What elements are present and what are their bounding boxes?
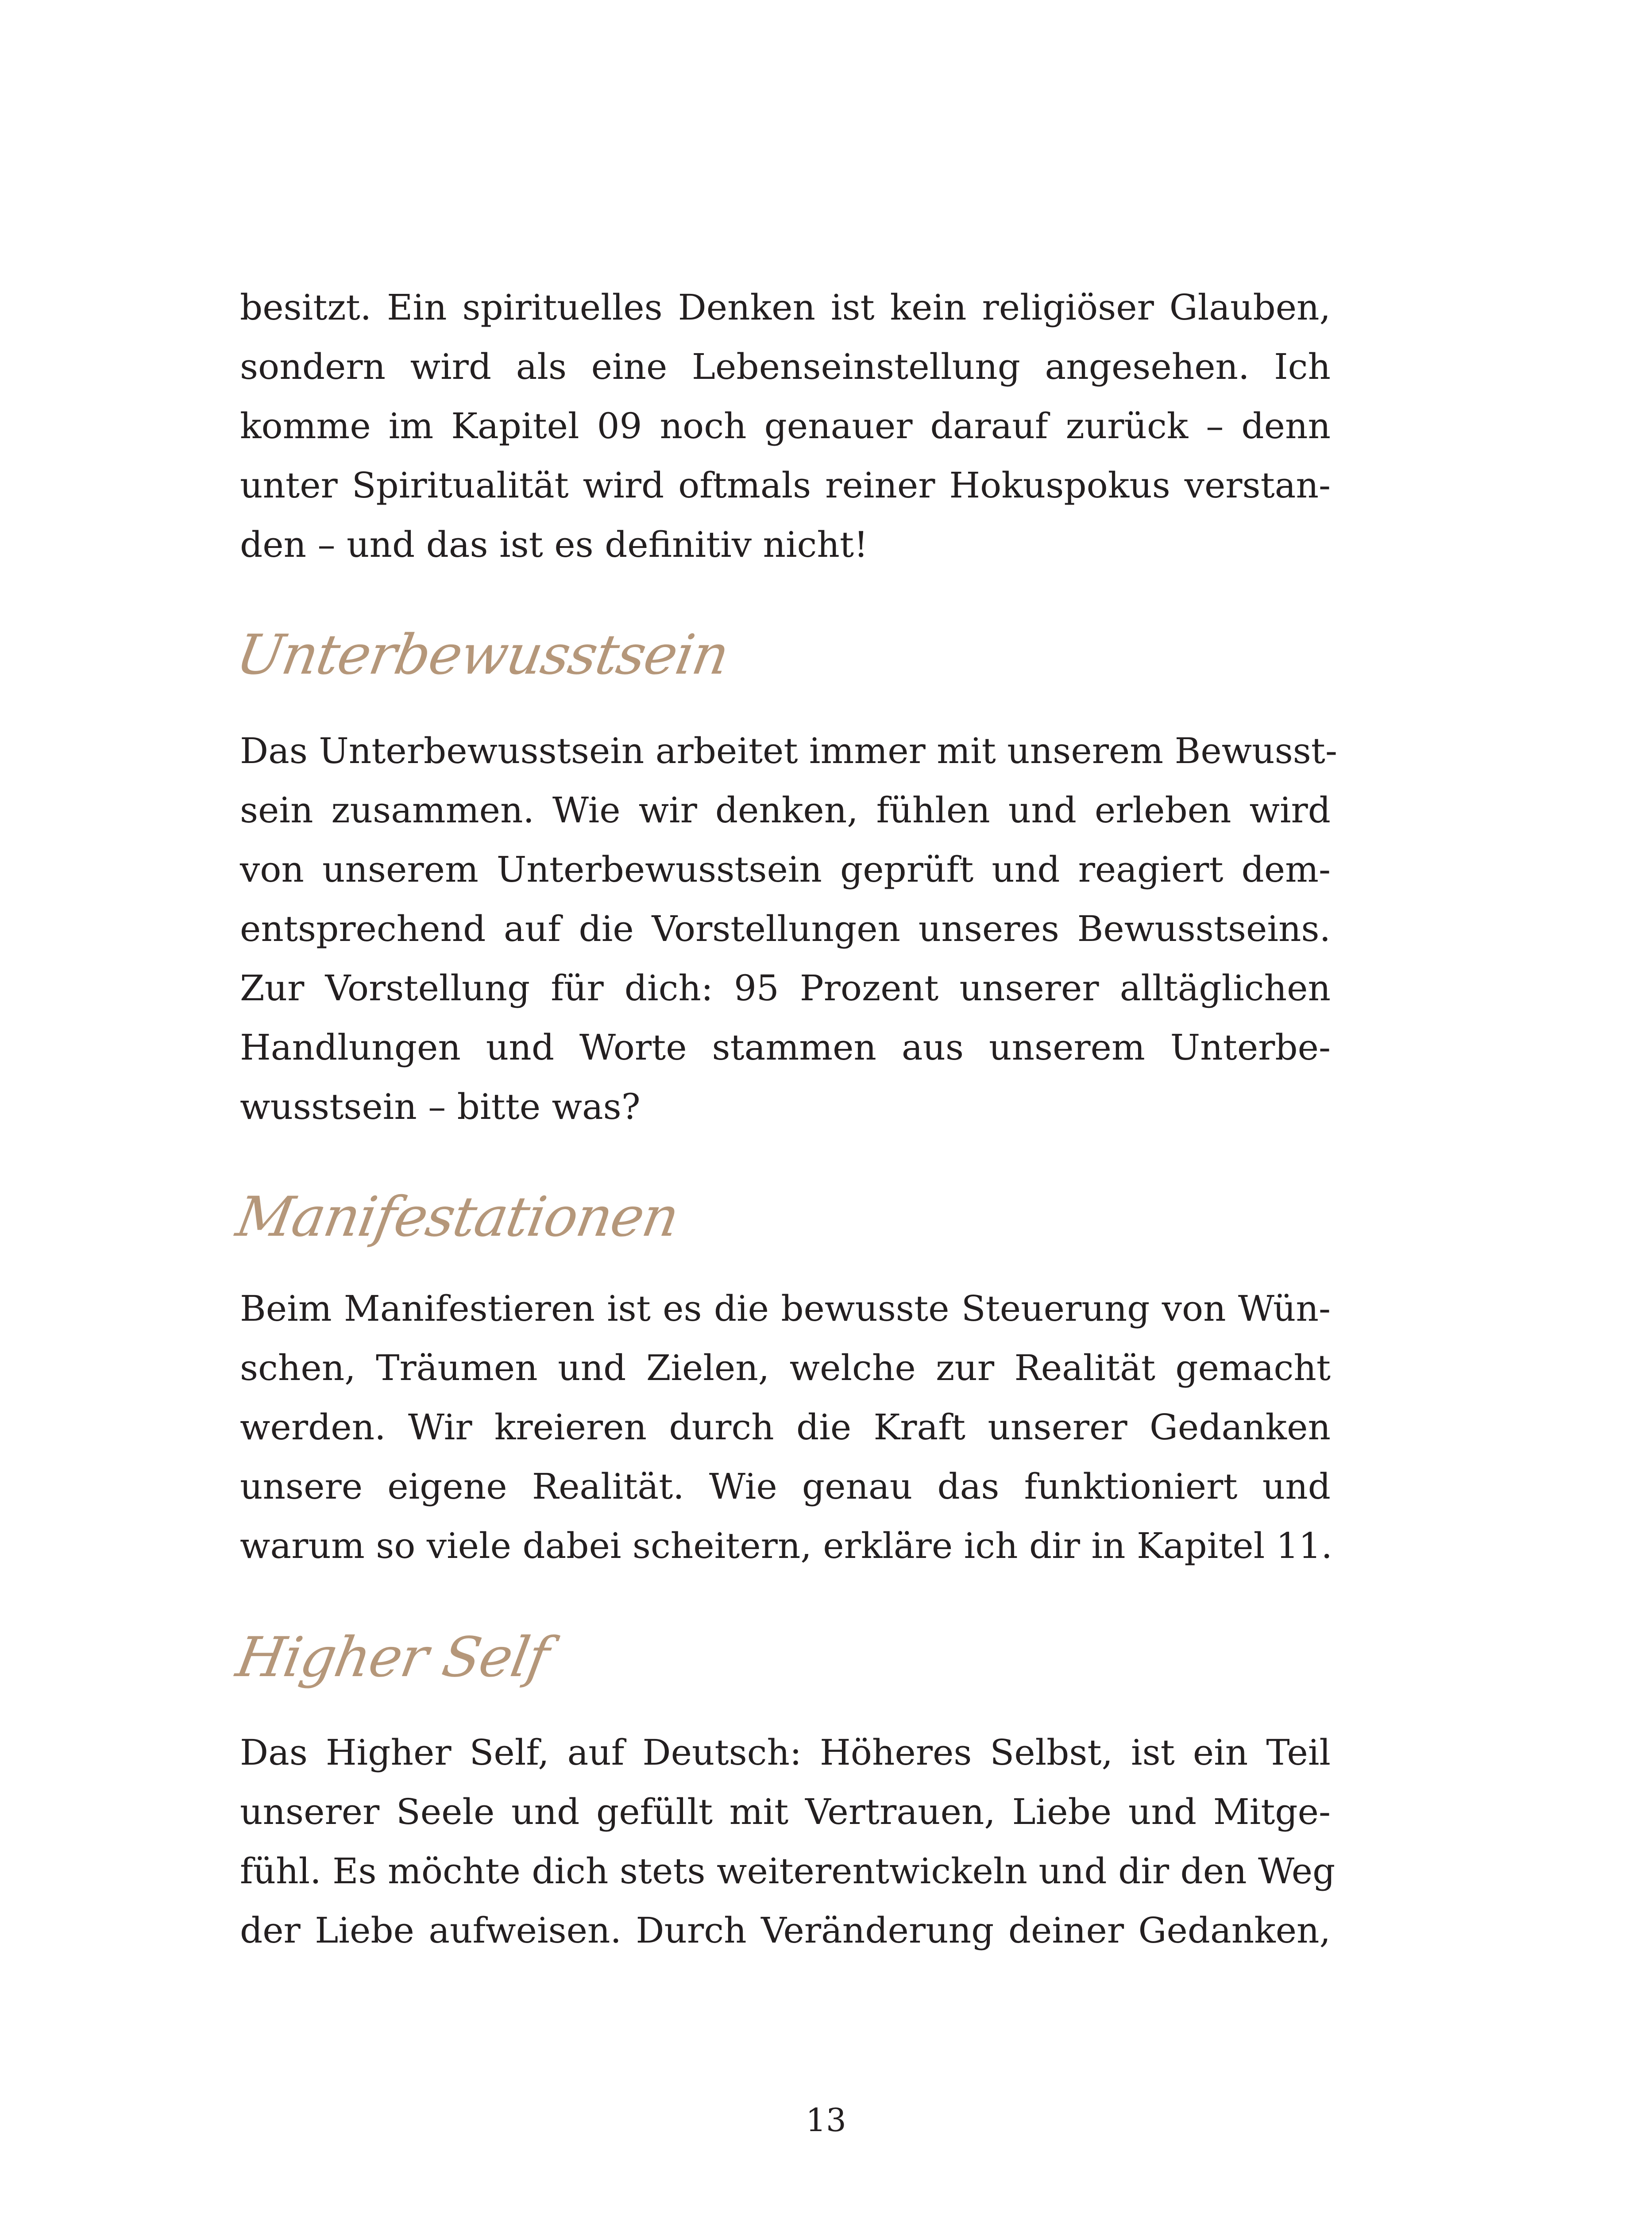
text-line: den – und das ist es definitiv nicht! (240, 524, 868, 565)
text-line: schen, Träumen und Zielen, welche zur Realität gemacht (240, 1347, 1331, 1388)
text-line: komme im Kapitel 09 noch genauer darauf zurück – denn (240, 405, 1331, 447)
heading-manifestationen: Manifestationen (232, 1185, 683, 1249)
text-line: entsprechend auf die Vorstellungen unseres Bewusstseins. (240, 908, 1331, 949)
text-line: wusstsein – bitte was? (240, 1086, 641, 1127)
paragraph-higher-self (240, 1723, 1335, 1960)
text-line: besitzt. Ein spirituelles Denken ist kein religiöser Glauben, (240, 287, 1331, 328)
text-line: Handlungen und Worte stammen aus unserem Unterbe- (240, 1027, 1331, 1068)
text-line: Beim Manifestieren ist es die bewusste Steuerung von Wün- (240, 1288, 1331, 1329)
text-line: sein zusammen. Wie wir denken, fühlen und erleben wird (240, 790, 1331, 831)
paragraph-spirituality-continued (240, 278, 1331, 574)
text-line: sondern wird als eine Lebenseinstellung angesehen. Ich (240, 346, 1331, 387)
text-line: Das Higher Self, auf Deutsch: Höheres Selbst, ist ein Teil (240, 1732, 1331, 1773)
heading-unterbewusstsein: Unterbewusstsein (232, 623, 733, 687)
text-line: Das Unterbewusstsein arbeitet immer mit unserem Bewusst- (240, 730, 1337, 771)
text-line: von unserem Unterbewusstsein geprüft und reagiert dem- (240, 849, 1331, 890)
text-line: werden. Wir kreieren durch die Kraft unserer Gedanken (240, 1407, 1331, 1448)
text-line: warum so viele dabei scheitern, erkläre ich dir in Kapitel 11. (240, 1525, 1332, 1566)
page-number: 13 (806, 2101, 846, 2139)
text-line: unserer Seele und gefüllt mit Vertrauen, Liebe und Mitge- (240, 1791, 1331, 1832)
text-line: fühl. Es möchte dich stets weiterentwickeln und dir den Weg (240, 1851, 1335, 1892)
paragraph-manifestationen (240, 1279, 1331, 1576)
text-line: unter Spiritualität wird oftmals reiner Hokuspokus verstan- (240, 465, 1331, 506)
text-line: Zur Vorstellung für dich: 95 Prozent unserer alltäglichen (240, 968, 1331, 1009)
heading-higher-self: Higher Self (232, 1626, 553, 1689)
paragraph-unterbewusstsein (240, 721, 1337, 1137)
text-line: unsere eigene Realität. Wie genau das funktioniert und (240, 1466, 1331, 1507)
text-line: der Liebe aufweisen. Durch Veränderung deiner Gedanken, (240, 1910, 1331, 1951)
